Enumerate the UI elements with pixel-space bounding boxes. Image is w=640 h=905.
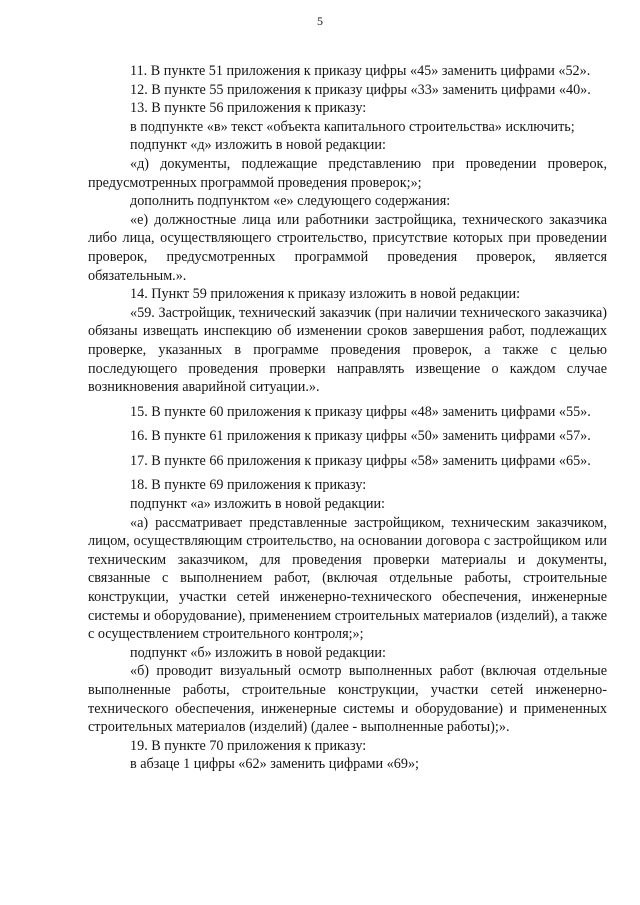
paragraph-6: «д) документы, подлежащие представлению при проведении проверок, предусмотренных программой проведения проверок;»; [88,155,607,191]
paragraph-20: в абзаце 1 цифры «62» заменить цифрами «69»; [130,756,419,773]
paragraph-4: в подпункте «в» текст «объекта капитального строительства» исключить; [130,118,575,135]
paragraph-19: 19. В пункте 70 приложения к приказу: [130,737,367,754]
paragraph-18: «б) проводит визуальный осмотр выполненных работ (включая отдельные выполненные работы, строительные конструкции, участки сетей инженерно-технического обеспечения, инженерные системы и оборудование) и примененных строительных материалов (изделий) (далее - выполненные работы);». [88,663,607,736]
document-body [88,62,607,774]
paragraph-16: «а) рассматривает представленные застройщиком, техническим заказчиком, лицом, осуществляющим строительство, на основании договора с застройщиком или техническим заказчиком, для проведения проверки материалы и документы, связанные с выполнением работ, (включая отдельные работы, строительные конструкции, участки сетей инженерно-технического обеспечения, инженерные системы и оборудование), применением строительных материалов (изделий), а также с осуществлением строительного контроля;»; [88,514,607,643]
paragraph-5: подпункт «д» изложить в новой редакции: [130,137,386,154]
paragraph-17: подпункт «б» изложить в новой редакции: [130,644,386,661]
paragraph-7: дополнить подпунктом «е» следующего содержания: [130,193,451,210]
paragraph-11: 15. В пункте 60 приложения к приказу цифры «48» заменить цифрами «55». [130,403,591,420]
paragraph-9: 14. Пункт 59 приложения к приказу изложить в новой редакции: [130,286,521,303]
paragraph-15: подпункт «а» изложить в новой редакции: [130,496,385,513]
page-number: 5 [317,14,323,28]
paragraph-2: 12. В пункте 55 приложения к приказу цифры «33» заменить цифрами «40». [130,81,591,98]
paragraph-3: 13. В пункте 56 приложения к приказу: [130,100,367,117]
paragraph-10: «59. Застройщик, технический заказчик (при наличии технического заказчика) обязаны извещать инспекцию об изменении сроков завершения работ, подлежащих проверке, указанных в программе проведения проверок, а также с целью последующего проведения проверки направлять извещение о каждом случае возникновения аварийной ситуации.». [88,304,607,396]
paragraph-1: 11. В пункте 51 приложения к приказу цифры «45» заменить цифрами «52». [130,63,591,79]
paragraph-14: 18. В пункте 69 приложения к приказу: [130,477,367,494]
paragraph-13: 17. В пункте 66 приложения к приказу цифры «58» заменить цифрами «65». [130,452,591,469]
paragraph-8: «е) должностные лица или работники застройщика, технического заказчика либо лица, осуществляющего строительство, присутствие которых при проведении проверок, предусмотренных программой проведения проверок, является обязательным.». [88,211,607,284]
paragraph-12: 16. В пункте 61 приложения к приказу цифры «50» заменить цифрами «57». [130,428,591,445]
